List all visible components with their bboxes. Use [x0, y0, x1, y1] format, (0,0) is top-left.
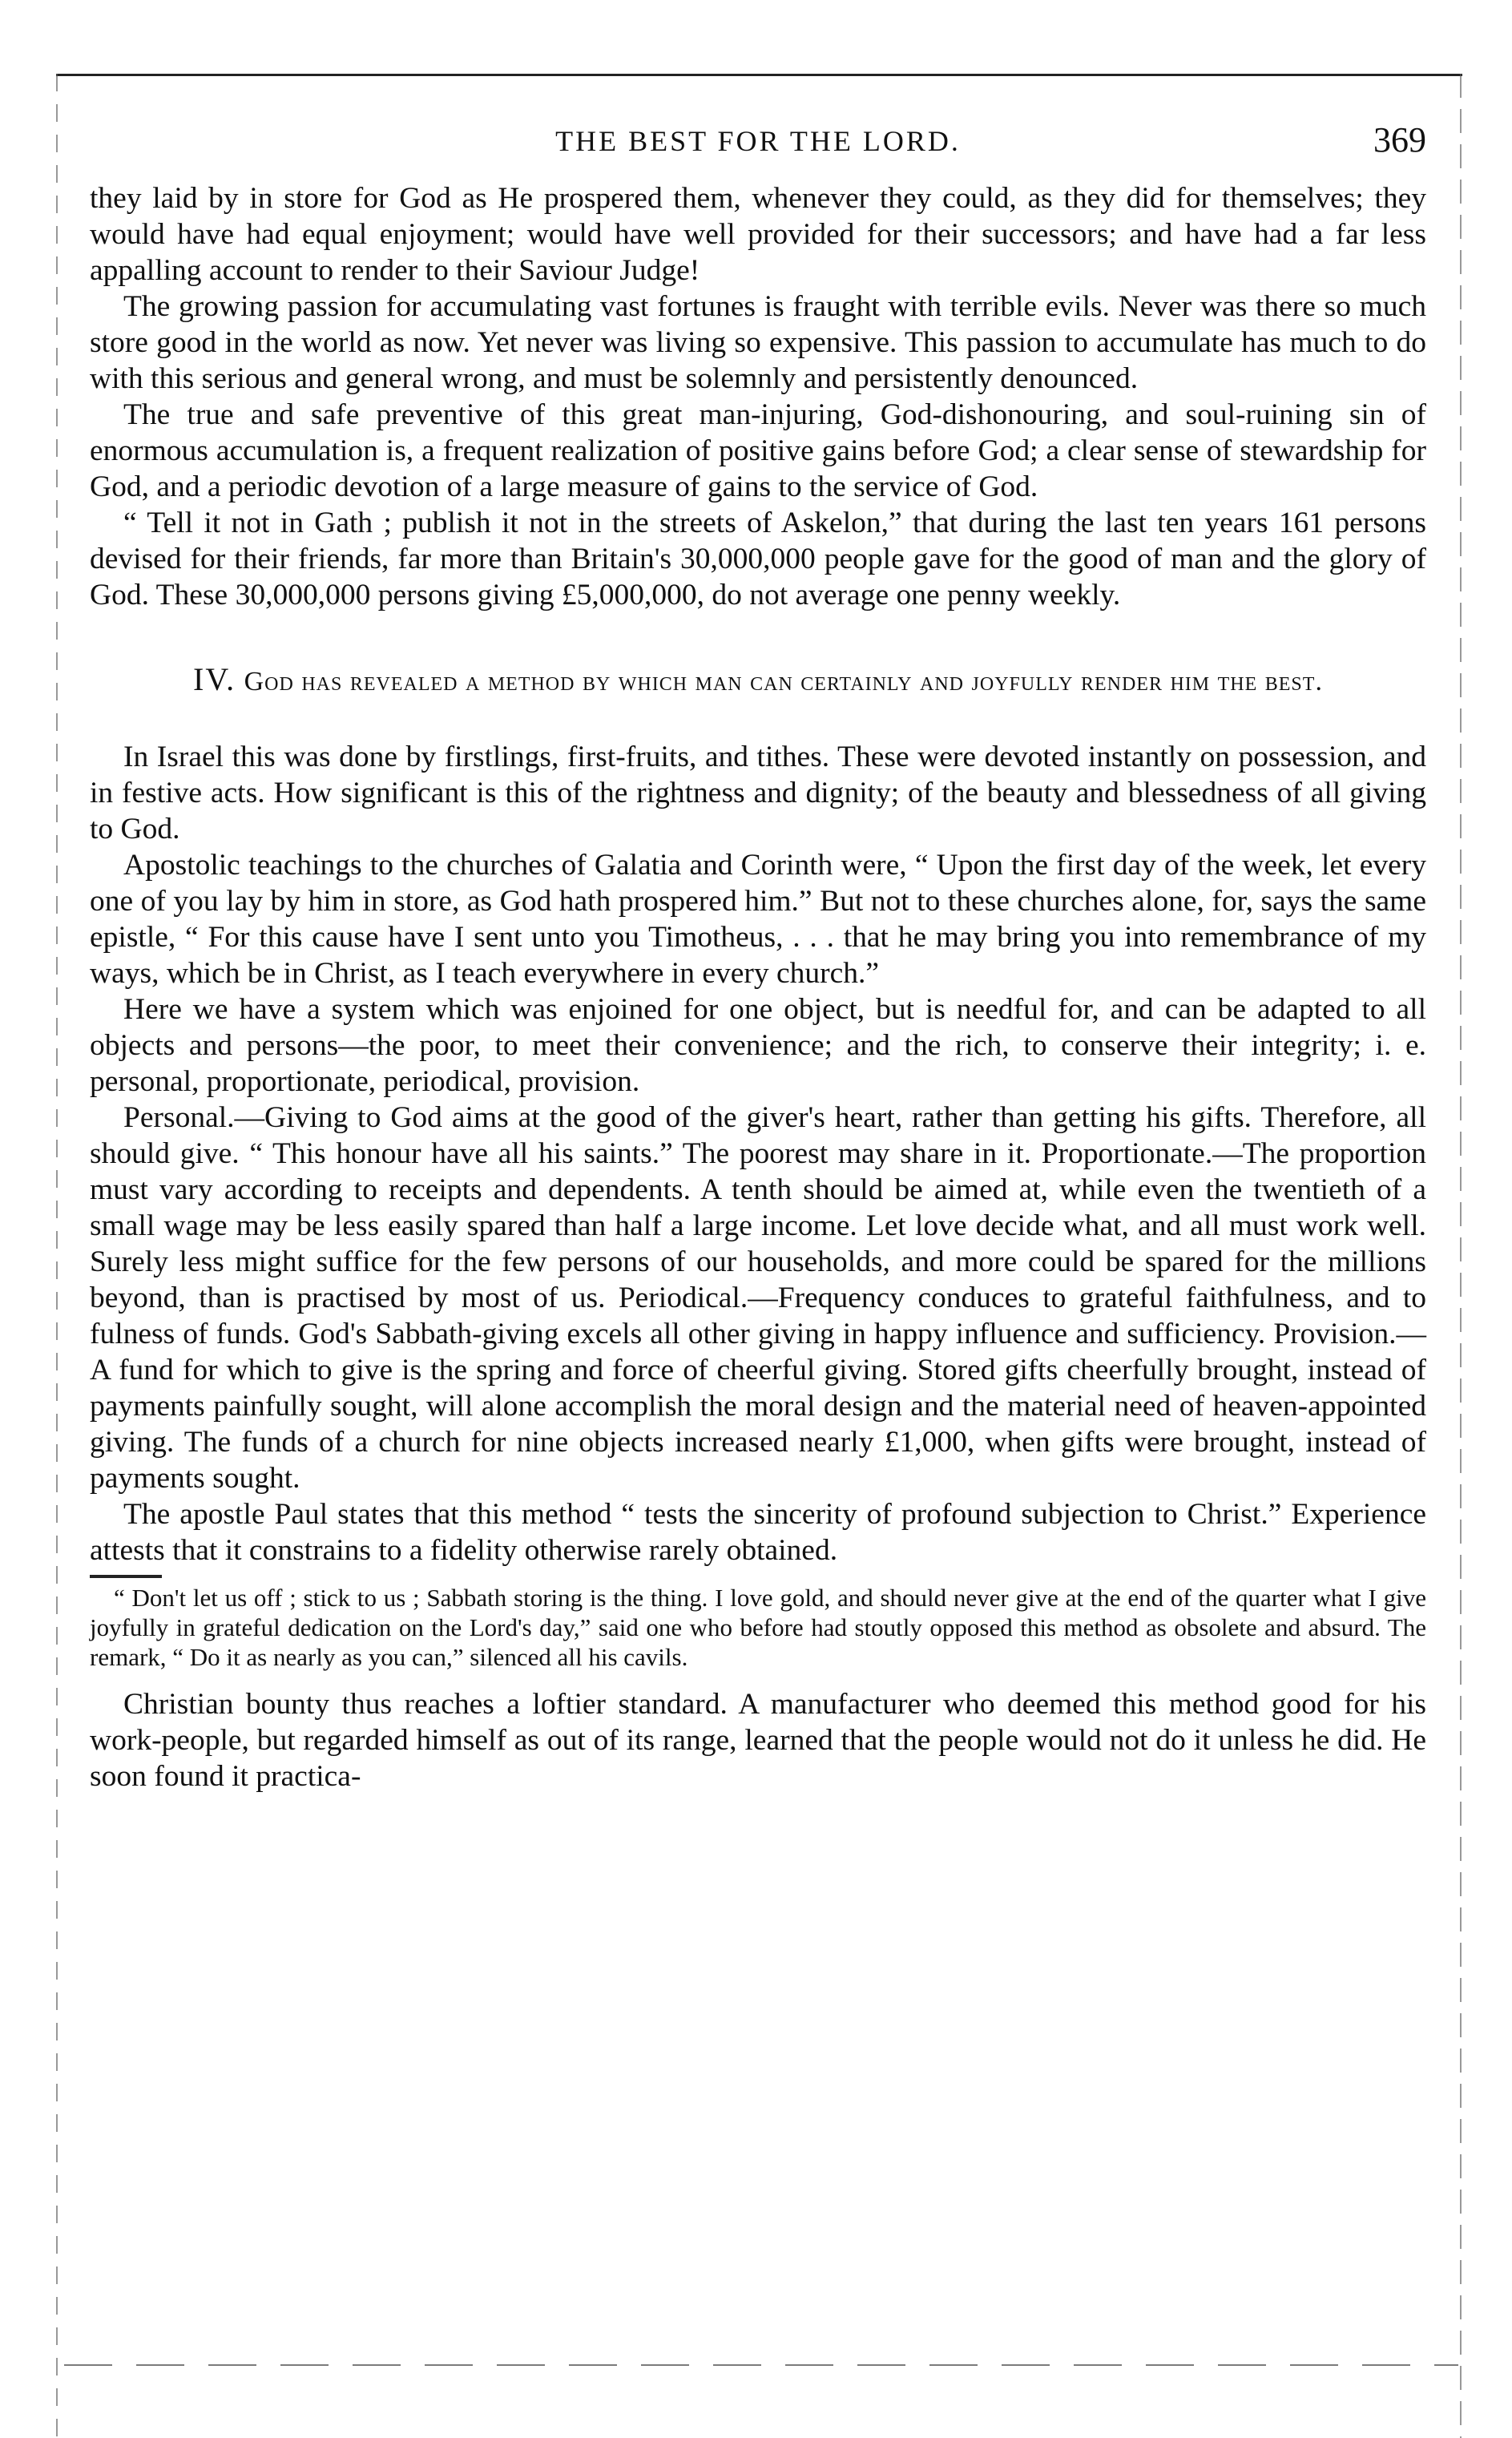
right-border-rule — [1460, 74, 1462, 2438]
page-content — [90, 120, 1426, 1794]
paragraph-askelon: “ Tell it not in Gath ; publish it not in the streets of Askelon,” that during the last ten years 161 persons devised for their friends, far more than Britain's 30,000,000 people gave for the good of man and the glory of God. These 30,000,000 persons giving £5,000,000, do not average one penny weekly. — [90, 507, 1426, 612]
section-heading-text: God has revealed a method by which man can certainly and joyfully render him the best. — [244, 667, 1323, 696]
paragraph-apostolic: Apostolic teachings to the churches of Galatia and Corinth were, “ Upon the first day of the week, let every one of you lay by him in store, as God hath prospered him.” But not to these churches alone, for, says the same epistle, “ For this cause have I sent unto you Timotheus, . . . that he may bring you into remembrance of my ways, which be in Christ, as I teach everywhere in every church.” — [90, 849, 1426, 990]
paragraph-preventive: The true and safe preventive of this great man-injuring, God-dishonouring, and soul-ruining sin of enormous accumulation is, a frequent realization of positive gains before God; a clear sense of stewardship for God, and a periodic devotion of a large measure of gains to the service of God. — [90, 398, 1426, 503]
paragraph-paul: The apostle Paul states that this method “ tests the sincerity of profound subjection to Christ.” Experience attests that it constrains to a fidelity otherwise rarely obtained. — [90, 1498, 1426, 1567]
bottom-border-rule — [64, 2364, 1458, 2366]
note-rule — [90, 1575, 162, 1578]
paragraph-accumulation: The growing passion for accumulating vast fortunes is fraught with terrible evils. Never was there so much store good in the world as now. Yet never was living so expensive. This passion to accumulate has much to do with this serious and general wrong, and must be solemnly and persistently denounced. — [90, 290, 1426, 395]
left-border-rule — [56, 74, 58, 2438]
top-border-rule — [56, 74, 1462, 76]
paragraph-system: Here we have a system which was enjoined for one object, but is needful for, and can be adapted to all objects and persons—the poor, to meet their convenience; and the rich, to conserve their integrity; i. e. personal, proportionate, periodical, provision. — [90, 993, 1426, 1098]
paragraph-israel: In Israel this was done by firstlings, first-fruits, and tithes. These were devoted instantly on possession, and in festive acts. How significant is this of the rightness and dignity; of the beauty and blessedness of all giving to God. — [90, 741, 1426, 846]
quoted-note: “ Don't let us off ; stick to us ; Sabbath storing is the thing. I love gold, and should never give at the end of the quarter what I give joyfully in grateful dedication on the Lord's day,” said one who before had stoutly opposed this method as obsolete and absurd. The remark, “ Do it as nearly as you can,” silenced all his cavils. — [90, 1584, 1426, 1671]
section-heading — [90, 661, 1426, 700]
running-head: THE BEST FOR THE LORD. — [555, 125, 961, 157]
section-numeral: IV. — [193, 661, 236, 697]
page-number: 369 — [1373, 120, 1426, 159]
page-header — [90, 120, 1426, 180]
paragraph-closing: Christian bounty thus reaches a loftier standard. A manufacturer who deemed this method good for his work-people, but regarded himself as out of its range, learned that the people would not do it unless he did. He soon found it practica- — [90, 1688, 1426, 1793]
paragraph-personal: Personal.—Giving to God aims at the good of the giver's heart, rather than getting his gifts. Therefore, all should give. “ This honour have all his saints.” The poorest may share in it. Proportionate.—The proportion must vary according to receipts and dependents. A tenth should be aimed at, while even the twentieth of a small wage may be less easily spared than half a large income. Let love decide what, and all must work well. Surely less might suffice for the few persons of our households, and more could be spared for the millions beyond, than is practised by most of us. Periodical.—Frequency conduces to grateful faithfulness, and to fulness of funds. God's Sabbath-giving excels all other giving in happy influence and sufficiency. Provision.—A fund for which to give is the spring and force of cheerful giving. Stored gifts cheerfully brought, instead of payments painfully sought, will alone accomplish the moral design and the material need of heaven-appointed giving. The funds of a church for nine objects increased nearly £1,000, when gifts were brought, instead of payments sought. — [90, 1101, 1426, 1495]
paragraph-continuation: they laid by in store for God as He prospered them, whenever they could, as they did for themselves; they would have had equal enjoyment; would have well provided for their successors; and have had a far less appalling account to render to their Saviour Judge! — [90, 182, 1426, 287]
